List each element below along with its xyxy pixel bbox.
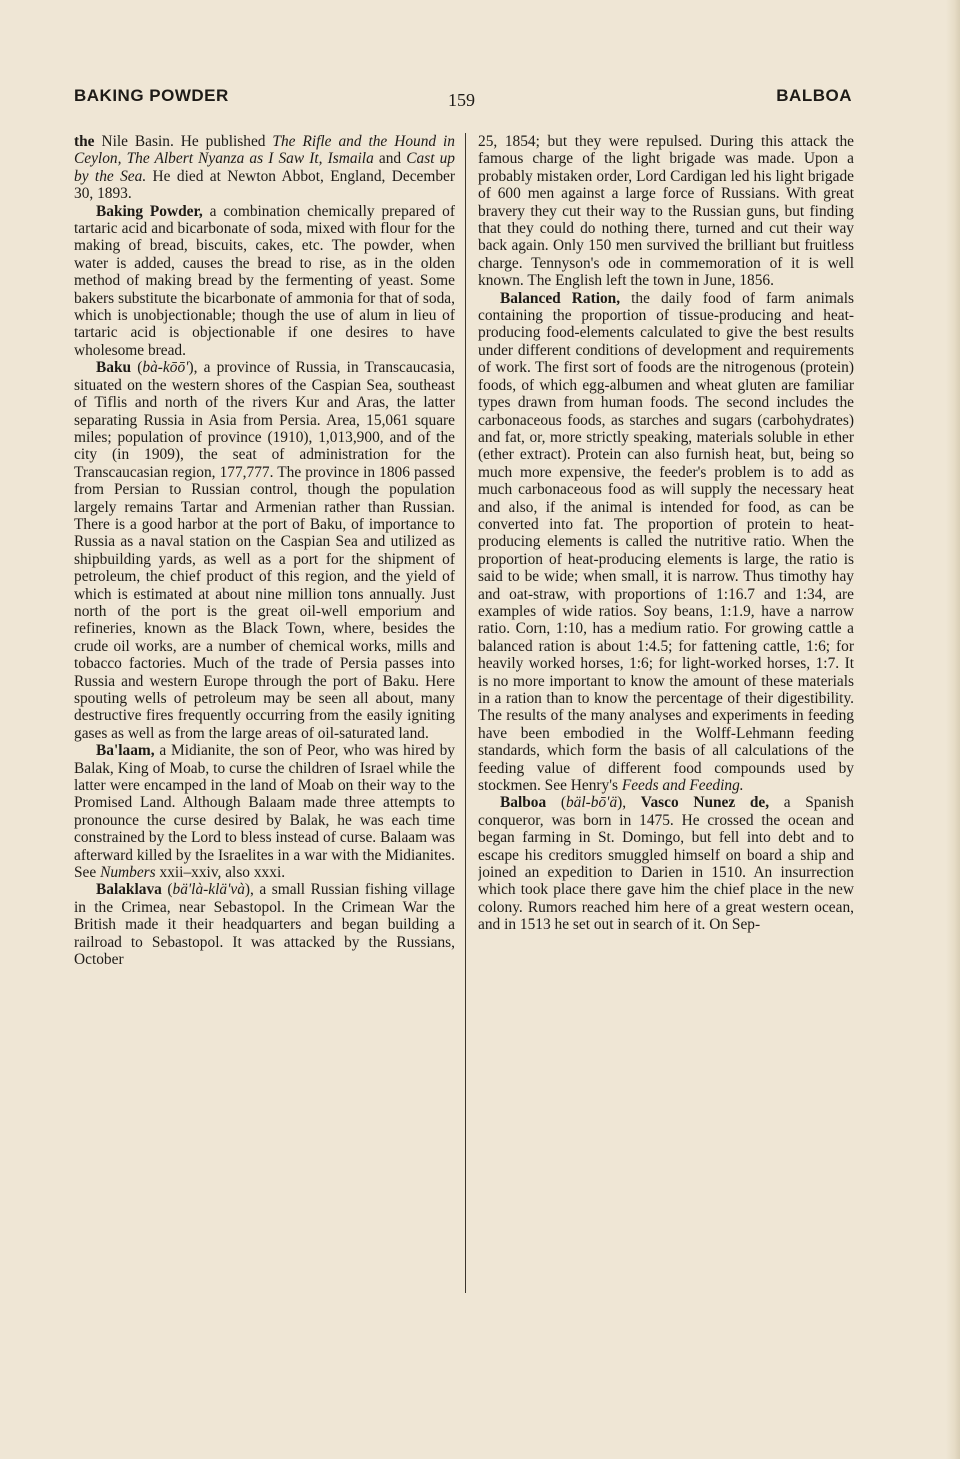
column-divider xyxy=(465,133,466,1293)
entry-headword: Baku xyxy=(96,359,132,377)
pronunciation: bà-kōō' xyxy=(142,359,189,377)
header-right-guideword: BALBOA xyxy=(776,86,852,105)
body-text: the daily food of farm animals containing the proportion of tissue-producing and heat-producing food-elements calculated to give the best results under different conditions of development and requirements of work. The first sort of foods are the nitrogenous (protein) foods, of which egg-albumen and wheat gluten are familiar types drawn from human foods. The second includes the carbonaceous foods, as starches and sugars (carbohydrates) and fat, or, more strictly speaking, materials soluble in ether (ether extract). Protein can also furnish heat, but, being so much more expensive, the feeder's problem is to add as much carbonaceous food as will supply the necessary heat and also, if the animal is intended for food, as can be converted into fat. The proportion of protein to heat-producing elements is called the nutritive ratio. When the proportion of heat-producing elements is large, the ratio is said to be wide; when small, it is narrow. Thus timothy hay and oat-straw, with proportions of 1:16.7 and 1:34, are examples of wide ratios. Soy beans, 1:1.9, have a narrow ratio. Corn, 1:10, has a medium ratio. For growing cattle a balanced ration is about 1:4.5; for fattening cattle, 1:6; for heavily worked horses, 1:6; for light-worked horses, 1:7. It is no more important to know the amount of these materials in a ration than to know the percentage of their digestibility. The results of the many analyses and experiments in feeding have been embodied in the Wolff-Lehmann feeding standards, which form the basis of all calculations of the feeding value of different food compounds used by stockmen. See Henry's xyxy=(478,289,854,795)
body-text: and xyxy=(373,150,407,168)
lead-word: the xyxy=(74,133,95,150)
left-column xyxy=(74,133,455,1303)
running-header xyxy=(74,86,852,116)
entry-headword: Balanced Ration, xyxy=(500,289,621,307)
header-left-guideword: BAKING POWDER xyxy=(74,86,229,105)
right-column xyxy=(478,133,854,1303)
body-text: ), a province of Russia, in Transcaucasia, situated on the western shores of the Caspian Sea, southeast of Tiflis and north of the rivers Kur and Aras, the latter separating Russia in Asia from Persia. Area, 15,061 square miles; population of province (1910), 1,013,900, and of the city (in 1909), the seat of administration for the Transcaucasian region, 177,777. The province in 1806 passed from Persian to Russian control, though the population largely remains Tartar and Armenian rather than Russian. There is a good harbor at the port of Baku, of importance to Russia as a naval station on the Caspian Sea and utilized as shipbuilding yards, as well as a port for the shipment of petroleum, the chief product of this region, and the yield of which is estimated at about nine million tons annually. Just north of the port is the great oil-well emporium and refineries, known as the Black Town, where, besides the crude oil works, are a number of chemical works, mills and tobacco factories. Much of the trade of Persia passes into Russia and western Europe through the port of Baku. Here spouting wells of petroleum may be seen all about, many destructive fires frequently occurring from the easily igniting gases as well as from the large areas of oil-saturated land. xyxy=(74,359,455,742)
article-entry xyxy=(74,359,455,742)
body-text: ( xyxy=(546,794,566,812)
body-text: xxii–xxiv, also xxxi. xyxy=(155,864,286,882)
body-text: a combination chemically prepared of tartaric acid and bicarbonate of soda, mixed with flour for the making of bread, biscuits, cakes, etc. The powder, when water is added, causes the bread to rise, as in the olden method of making bread by the fermenting of yeast. Some bakers substitute the bicarbonate of ammonia for that of soda, which is unobjectionable; though the use of alum in lieu of tartaric acid is objectionable if one desires to have wholesome bread. xyxy=(74,202,455,359)
entry-headword: Ba'laam, xyxy=(96,742,155,760)
body-text: ), a small Russian fishing village in the Crimea, near Sebastopol. In the Crimean War the British made it their headquarters and began building a railroad to Sebastopol. It was attacked by the Russians, October xyxy=(74,881,455,969)
body-text: ), xyxy=(617,794,641,812)
article-entry xyxy=(478,290,854,795)
pronunciation: bäl-bō'ä xyxy=(565,794,618,812)
body-text: a Spanish conqueror, was born in 1475. He crossed the ocean and began farming in St. Domingo, but fell into debt and to escape his creditors smuggled himself on board a ship and joined an expedition to Darien in 1510. An insurrection which took place there gave him the chief place in the new colony. Rumors reached him here of a great western ocean, and in 1513 he set out in search of it. On Sep- xyxy=(478,794,854,934)
body-text: Nile Basin. He published xyxy=(94,133,273,150)
article-entry xyxy=(74,742,455,881)
entry-headword: Vasco Nunez de, xyxy=(640,794,770,812)
body-text: ( xyxy=(161,881,173,899)
page-number: 159 xyxy=(448,90,475,110)
article-entry xyxy=(74,881,455,968)
article-continuation xyxy=(478,133,854,290)
article-entry xyxy=(74,203,455,360)
italic-title: Cast up by the Sea. xyxy=(74,150,455,185)
entry-headword: Balaklava xyxy=(96,881,162,899)
italic-title: The Rifle and the Hound in Ceylon, The Albert Nyanza as I Saw It, Ismaila xyxy=(74,133,455,168)
body-text: a Midianite, the son of Peor, who was hired by Balak, King of Moab, to curse the children of Israel while the latter were encamped in the land of Moab on their way to the Promised Land. Although Balaam made three attempts to pronounce the curse desired by Balak, he was each time constrained by the Lord to bless instead of curse. Balaam was afterward killed by the Israelites in a war with the Midianites. See xyxy=(74,742,455,882)
italic-title: Numbers xyxy=(100,864,156,882)
body-text: He died at Newton Abbot, England, December 30, 1893. xyxy=(74,167,455,203)
entry-headword: Balboa xyxy=(500,794,547,812)
article-entry xyxy=(478,794,854,933)
article-continuation xyxy=(74,133,455,203)
page-edge-shadow xyxy=(946,0,960,1459)
entry-headword: Baking Powder, xyxy=(96,202,203,220)
italic-title: Feeds and Feeding. xyxy=(621,777,744,795)
pronunciation: bä'là-klä'và xyxy=(172,881,245,899)
body-text: ( xyxy=(131,359,143,377)
body-text: 25, 1854; but they were repulsed. During this attack the famous charge of the light brigade was made. Upon a probably mistaken order, Lord Cardigan led his light brigade of 600 men against a large force of Russians. With great bravery they cut their way to the Russian guns, but finding that they could do nothing there, turned and cut their way back again. Only 150 men survived the brilliant but fruitless charge. Tennyson's ode in commemoration of it is well known. The English left the town in June, 1856. xyxy=(478,133,854,290)
